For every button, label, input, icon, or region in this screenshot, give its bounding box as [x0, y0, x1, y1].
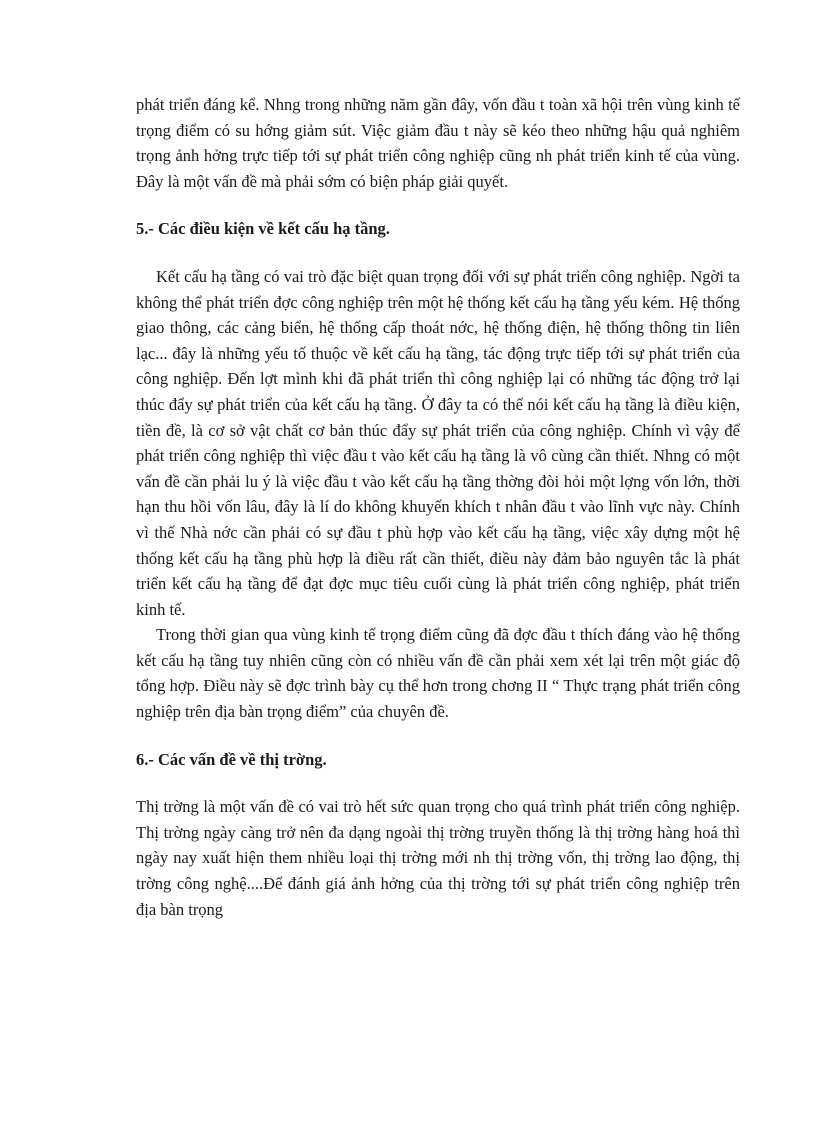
paragraph-continued: phát triển đáng kể. Nhng trong những năm gần đây, vốn đầu t toàn xã hội trên vùng kinh tế trọng điểm có su hớng giảm sút. Việc giảm đầu t này sẽ kéo theo những hậu quả nghiêm trọng ảnh hởng trực tiếp tới sự phát triển công nghiệp cũng nh phát triển kinh tế của vùng. Đây là một vấn đề mà phải sớm có biện pháp giải quyết.: [136, 95, 740, 191]
paragraph-infrastructure: Kết cấu hạ tầng có vai trò đặc biệt quan trọng đối với sự phát triển công nghiệp. Ngời ta không thể phát triển đợc công nghiệp trên một hệ thống kết cấu hạ tầng yếu kém. Hệ thống giao thông, các cảng biển, hệ thống cấp thoát nớc, hệ thống điện, hệ thống thông tin liên lạc... đây là những yếu tố thuộc về kết cấu hạ tầng, tác động trực tiếp tới sự phát triển của công nghiệp. Đến lợt mình khi đã phát triển thì công nghiệp lại có những tác động trở lại thúc đẩy sự phát triển của kết cấu hạ tầng. Ở đây ta có thể nói kết cấu hạ tầng là điều kiện, tiền đề, là cơ sở vật chất cơ bản thúc đẩy sự phát triển của công nghiệp. Chính vì vậy để phát triển công nghiệp thì việc đầu t vào kết cấu hạ tầng là vô cùng cần thiết. Nhng có một vấn đề cần phải lu ý là việc đầu t vào kết cấu hạ tầng thờng đòi hỏi một lợng vốn lớn, thời hạn thu hồi vốn lâu, đây là lí do không khuyến khích t nhân đầu t vào lĩnh vực này. Chính vì thế Nhà nớc cần phải có sự đầu t phù hợp vào kết cấu hạ tầng, việc xây dựng một hệ thống kết cấu hạ tầng phù hợp là điều rất cần thiết, điều này đảm bảo nguyên tắc là phát triển kết cấu hạ tầng để đạt đợc mục tiêu cuối cùng là phát triển công nghiệp, phát triển kinh tế.: [136, 266, 740, 619]
page-content: [136, 92, 740, 922]
section-heading-5: 5.- Các điều kiện về kết cấu hạ tầng.: [136, 219, 390, 239]
section-heading-6: 6.- Các vấn đề về thị trờng.: [136, 749, 327, 769]
paragraph-infrastructure-review: Trong thời gian qua vùng kinh tế trọng điểm cũng đã đợc đầu t thích đáng vào hệ thống kết cấu hạ tầng tuy nhiên cũng còn có nhiều vấn đề cần phải xem xét lại trên một giác độ tổng hợp. Điều này sẽ đợc trình bày cụ thể hơn trong chơng II “ Thực trạng phát triển công nghiệp trên địa bàn trọng điểm” của chuyên đề.: [136, 625, 740, 722]
paragraph-market: Thị trờng là một vấn đề có vai trò hết sức quan trọng cho quá trình phát triển công nghiệp. Thị trờng ngày càng trở nên đa dạng ngoài thị trờng truyền thống là thị trờng hàng hoá thì ngày nay xuất hiện them nhiều loại thị trờng mới nh thị trờng vốn, thị trờng lao động, thị trờng công nghệ....Để đánh giá ảnh hởng của thị trờng tới sự phát triển công nghiệp trên địa bàn trọng: [136, 797, 740, 919]
